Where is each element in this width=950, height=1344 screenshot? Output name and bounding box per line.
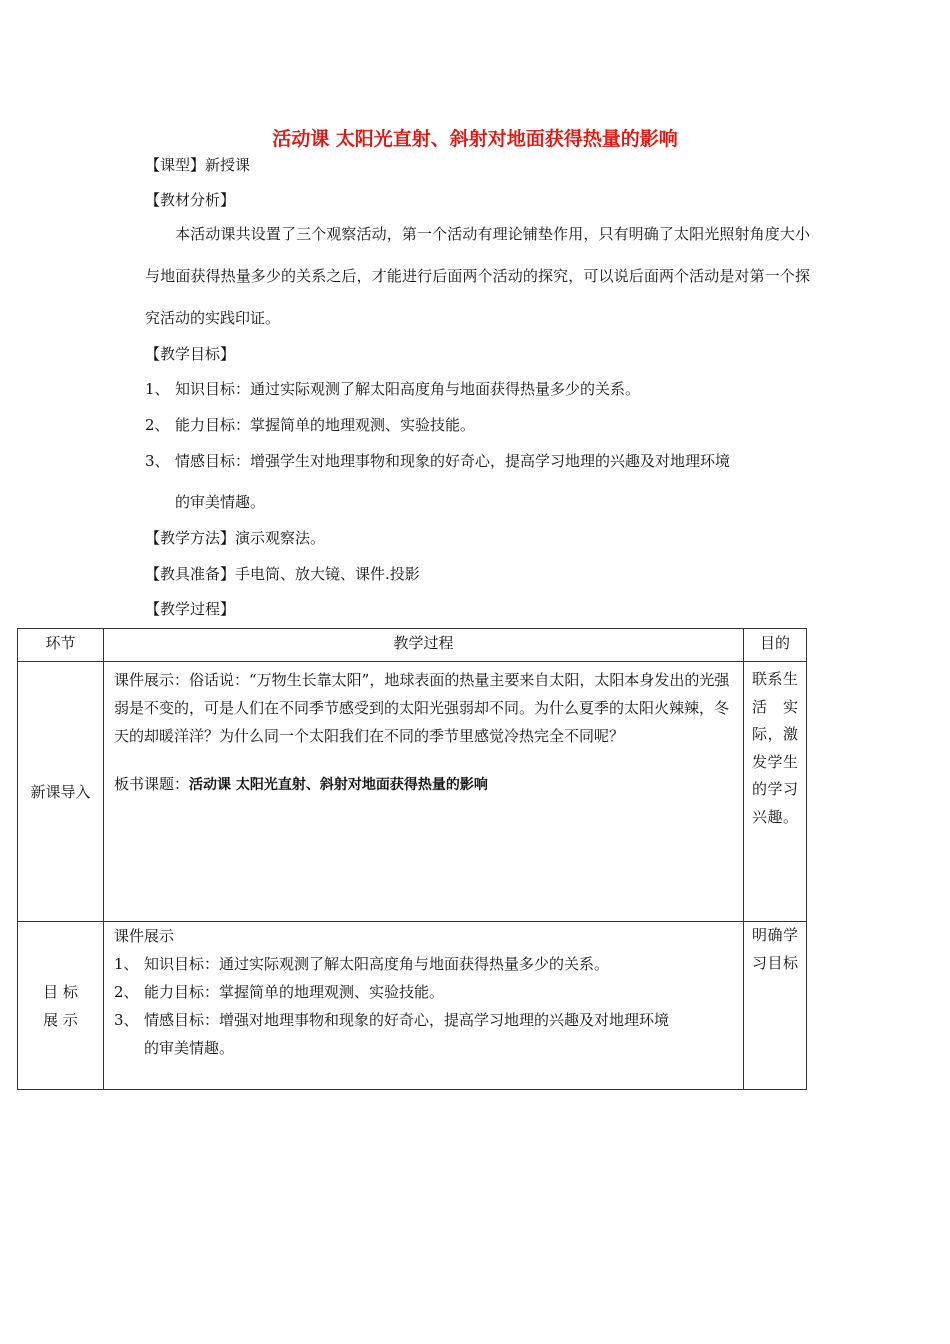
goal-text: 情感目标：增强学生对地理事物和现象的好奇心，提高学习地理的兴趣及对地理环境 [175, 452, 731, 470]
process-table [17, 628, 807, 1090]
goal-number: 1、 [145, 380, 170, 398]
stage-cell [18, 922, 104, 1090]
list-item: 1、 知识目标：通过实际观测了解太阳高度角与地面获得热量多少的关系。 [114, 955, 610, 973]
stage-label-line-1: 目 标 [43, 982, 78, 1001]
purpose-cell: 明确学习目标 [744, 922, 807, 1090]
stage-label-line-2: 展 示 [43, 1010, 78, 1029]
board-title: 活动课 太阳光直射、斜射对地面获得热量的影响 [189, 777, 488, 793]
analysis-paragraph [145, 213, 810, 339]
goal-text: 能力目标：掌握简单的地理观测、实验技能。 [175, 416, 476, 434]
table-header-row [18, 629, 807, 662]
stage-cell: 新课导入 [18, 662, 104, 922]
goal-number: 2、 [145, 416, 170, 434]
header-stage: 环节 [18, 629, 104, 662]
board-label: 板书课题： [114, 775, 190, 793]
table-row [18, 922, 807, 1090]
process-cell [104, 922, 744, 1090]
list-item-continued: 的审美情趣。 [144, 1039, 235, 1057]
list-item: 3、 情感目标：增强对地理事物和现象的好奇心，提高学习地理的兴趣及对地理环境 [114, 1011, 670, 1029]
teaching-tools: 【教具准备】手电筒、放大镜、课件.投影 [145, 565, 420, 583]
goal-number: 3、 [145, 452, 170, 470]
intro-text: 课件展示 [114, 927, 175, 945]
intro-text: 课件展示：俗话说：“万物生长靠太阳”，地球表面的热量主要来自太阳，太阳本身发出的光强弱是不变的，可是人们在不同季节感受到的太阳光强弱却不同。为什么夏季的太阳火辣辣，冬天的却暖洋洋？为什么同一个太阳我们在不同的季节里感觉冷热完全不同呢？ [114, 671, 730, 745]
course-type: 【课型】新授课 [145, 156, 251, 174]
process-heading: 【教学过程】 [145, 600, 236, 618]
goal-item-3 [145, 450, 730, 471]
goal-item-3-continued: 的审美情趣。 [175, 493, 266, 511]
table-row [18, 662, 807, 922]
goal-text: 知识目标：通过实际观测了解太阳高度角与地面获得热量多少的关系。 [175, 380, 641, 398]
board-title-line [114, 770, 733, 799]
list-item: 2、 能力目标：掌握简单的地理观测、实验技能。 [114, 983, 445, 1001]
analysis-heading: 【教材分析】 [145, 191, 236, 209]
document-title: 活动课 太阳光直射、斜射对地面获得热量的影响 [272, 128, 678, 150]
goals-heading: 【教学目标】 [145, 345, 236, 363]
analysis-text: 本活动课共设置了三个观察活动，第一个活动有理论铺垫作用，只有明确了太阳光照射角度大小与地面获得热量多少的关系之后，才能进行后面两个活动的探究，可以说后面两个活动是对第一个探究活动的实践印证。 [145, 225, 810, 327]
header-purpose: 目的 [744, 629, 807, 662]
header-process: 教学过程 [104, 629, 744, 662]
purpose-cell: 联系生活实际，激发学生的学习兴趣。 [744, 662, 807, 922]
process-cell [104, 662, 744, 922]
goal-item-1 [145, 378, 640, 399]
teaching-method: 【教学方法】演示观察法。 [145, 529, 326, 547]
goal-item-2 [145, 414, 475, 435]
